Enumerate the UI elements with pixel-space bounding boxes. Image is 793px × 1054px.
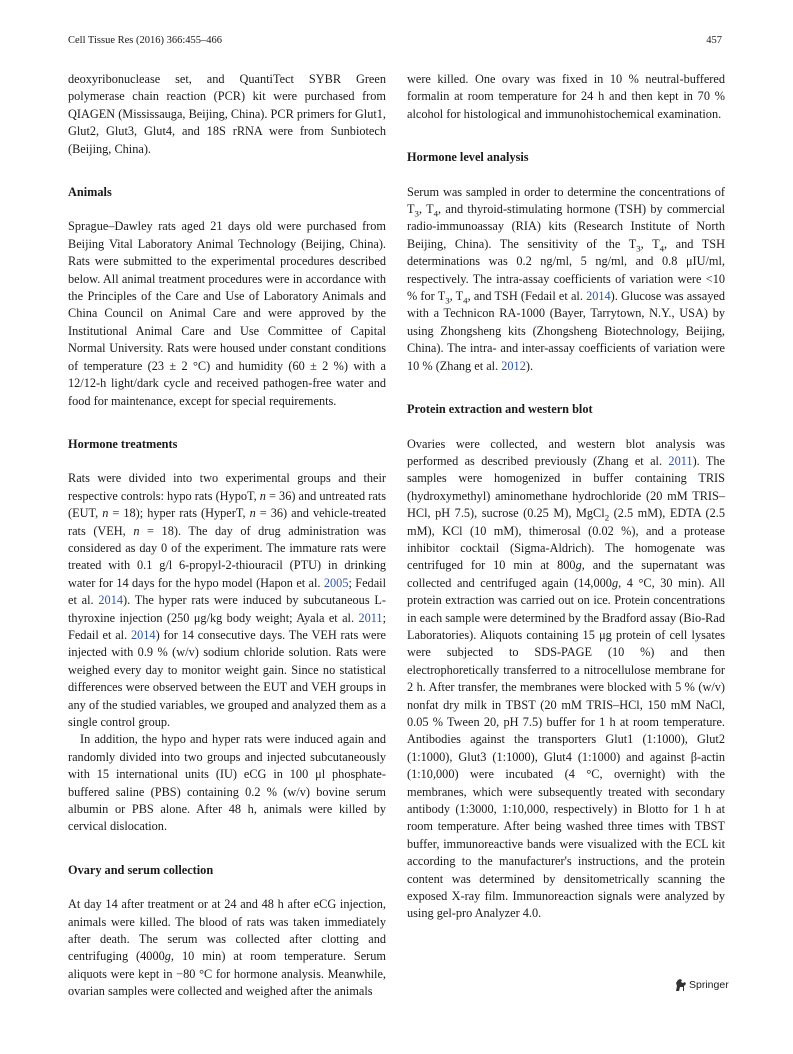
paragraph: Ovaries were collected, and western blot analysis was performed as described previously (Zhang et al. 2011). The samples were homogenized in buffer containing TRIS (hydroxymethyl) aminomethane hydrochloride (20 mM TRIS–HCl, pH 7.5), sucrose (0.25 M), MgCl$_2$ (2.5 mM), EDTA (2.5 mM), KCl (10 mM), thimerosal (0.02 %), and a protease inhibitor cocktail (Sigma-Aldrich). The homogenate was centrifuged for 10 min at 800g, and the supernatant was collected and centrifuged again (14,000g, 4 °C, 30 min). All protein extraction was carried out on ice. Protein concentrations in each sample were determined by the Bradford assay (Bio-Rad Laboratories). Aliquots containing 15 μg protein of cell lysates were subjected to SDS-PAGE (10 %) and then electrophoretically transferred to a nitrocellulose membrane for 2 h. After transfer, the membranes were blocked with 5 % (w/v) nonfat dry milk in TBST (20 mM TRIS–HCl, 150 mM NaCl, 0.05 % Tween 20, pH 7.5) buffer for 1 h at room temperature. Antibodies against the transporters Glut1 (1:1000), Glut2 (1:1000), Glut3 (1:1000), Glut4 (1:1000) and against β-actin (1:10,000) were incubated (4 °C, overnight) with the membranes, which were subsequently treated with secondary antibody (1:3000, 1:10,000, respectively) in Blotto for 1 h at room temperature. After being washed three times with TBST buffer, immunoreactive bands were visualized with the ECL kit according to the manufacturer's instructions, and the protein content was determined by densitometrically scanning the exposed X-ray film. Immunoreaction signals were analyzed by using gel-pro Analyzer 4.0. <box>407 436 726 921</box>
citation-link[interactable]: 2012 <box>501 358 526 373</box>
section-heading-hormone-treatments: Hormone treatments <box>68 436 178 451</box>
paragraph: Sprague–Dawley rats aged 21 days old were purchased from Beijing Vital Laboratory Animal Technology (Beijing, China). Rats were submitted to the experimental procedures described below. All animal treatment procedures were in accordance with the Principles of the Care and Use of Laboratory Animals and China Council on Animal Care and were approved by the Institutional Animal Care and Use Committee of Capital Normal University. Rats were housed under constant conditions of temperature (23 ± 2 °C) and humidity (60 ± 2 %) with a 12/12-h light/dark cycle and received pathogen-free water and food for maintenance, except for special requirements. <box>68 219 386 408</box>
running-header <box>68 35 722 51</box>
paragraph: Rats were divided into two experimental groups and their respective controls: hypo rats (HypoT, n = 36) and untreated rats (EUT, n = 18); hyper rats (HyperT, n = 36) and vehicle-treated rats (VEH, n = 18). The day of drug administration was considered as day 0 of the experiment. The immature rats were treated with 0.1 g/l 6-propyl-2-thiouracil (PTU) in drinking water for 14 days for the hypo model (Hapon et al. 2005; Fedail et al. 2014). The hyper rats were induced by subcutaneous L-thyroxine injection (250 μg/kg body weight; Ayala et al. 2011; Fedail et al. 2014) for 14 consecutive days. The VEH rats were injected with 0.9 % (w/v) sodium chloride solution. Rats were weighed every day to monitor weight gain. Since no statistical differences were observed between the EUT and VEH groups in any of the studied variables, we grouped and analyzed them as a single control group. <box>68 471 386 729</box>
section-heading-protein-extraction: Protein extraction and western blot <box>407 402 593 417</box>
citation-link[interactable]: 2014 <box>586 289 611 304</box>
paragraph: At day 14 after treatment or at 24 and 48 h after eCG injection, animals were killed. The blood of rats was taken immediately after death. The serum was collected after clotting and centrifuging (4000g, 10 min) at room temperature. Serum aliquots were kept in −80 °C for hormone analysis. Meanwhile, ovarian samples were collected and weighed after the animals <box>68 897 386 999</box>
citation-link[interactable]: 2014 <box>98 593 123 608</box>
paragraph: In addition, the hypo and hyper rats were induced again and randomly divided into two groups and injected subcutaneously with 15 international units (IU) eCG in 100 μl phosphate-buffered saline (PBS) containing 0.2 % (w/v) bovine serum albumin or PBS alone. After 48 h, animals were killed by cervical dislocation. <box>68 732 386 834</box>
page-number: 457 <box>706 35 722 46</box>
springer-horse-icon <box>674 978 687 992</box>
paragraph: deoxyribonuclease set, and QuantiTect SYBR Green polymerase chain reaction (PCR) kit were purchased from QIAGEN (Mississauga, Beijing, China). PCR primers for Glut1, Glut2, Glut3, Glut4, and 18S rRNA were from Sunbiotech (Beijing, China). <box>68 72 386 156</box>
left-column <box>68 71 386 1001</box>
citation-link[interactable]: 2011 <box>358 610 383 625</box>
section-heading-ovary-serum: Ovary and serum collection <box>68 862 214 877</box>
citation-link[interactable]: 2014 <box>130 627 156 642</box>
section-heading-hormone-level: Hormone level analysis <box>407 150 529 165</box>
journal-citation: Cell Tissue Res (2016) 366:455–466 <box>68 35 223 46</box>
citation-link[interactable]: 2011 <box>668 453 693 468</box>
publisher-name: Springer <box>689 979 729 991</box>
right-column <box>407 71 725 923</box>
paragraph: Serum was sampled in order to determine the concentrations of $T_3$, $T_4$, and thyroid-stimulating hormone (TSH) by commercial radio-immunoassay (RIA) kits (Research Institute of North Beijing, China). The sensitivity of the $T_3$, $T_4$, and TSH determinations was 0.2 ng/ml, 5 ng/ml, and 0.8 μIU/ml, respectively. The intra-assay coefficients of variation were <10 % for $T_3$, $T_4$, and TSH (Fedail et al. 2014). Glucose was assayed with a Technicon RA-1000 (Bayer, Tarrytown, N.Y., USA) by using Zhongsheng kits (Zhongsheng Biotechnology, Beijing, China). The intra- and inter-assay coefficients of variation were 10 % (Zhang et al. 2012). <box>407 184 725 373</box>
citation-link[interactable]: 2005 <box>323 575 349 590</box>
publisher-logo <box>674 977 734 995</box>
paragraph: were killed. One ovary was fixed in 10 % neutral-buffered formalin at room temperature for 24 h and then kept in 70 % alcohol for histological and immunohistochemical examination. <box>407 72 725 121</box>
section-heading-animals: Animals <box>68 185 112 200</box>
